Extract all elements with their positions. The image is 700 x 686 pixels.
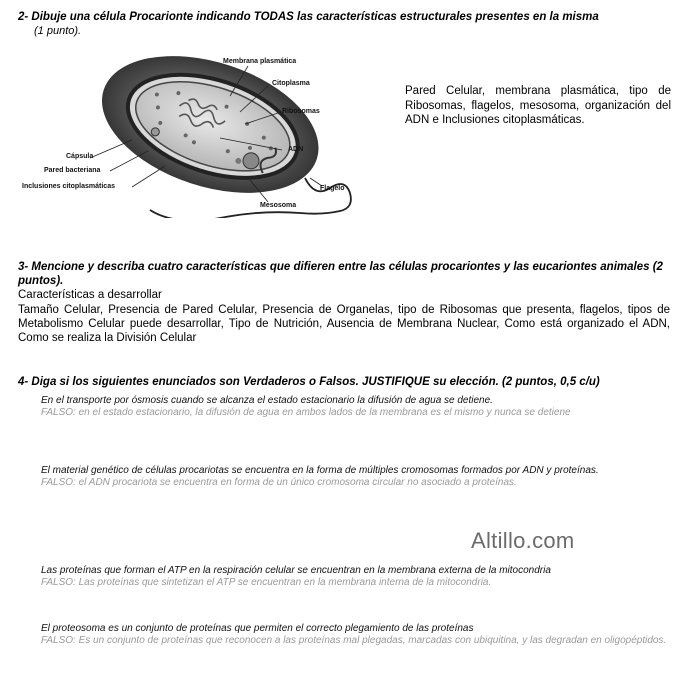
watermark: Altillo.com <box>471 528 575 553</box>
question-2-title: 2- Dibuje una célula Procarionte indicando TODAS las características estructurales presentes en la misma <box>18 11 599 23</box>
question-4-title: 4- Diga si los siguientes enunciados son Verdaderos o Falsos. JUSTIFIQUE su elección. (2 puntos, 0,5 c/u) <box>18 376 600 388</box>
tf-statement: El proteosoma es un conjunto de proteínas que permiten el correcto plegamiento de las proteínas <box>41 623 474 634</box>
question-2-points: (1 punto). <box>34 25 82 37</box>
tf-statement: El material genético de células procariotas se encuentra en la forma de múltiples cromosomas formados por ADN y proteínas. <box>41 465 599 476</box>
label-adn: ADN <box>288 146 304 153</box>
tf-statement: En el transporte por ósmosis cuando se alcanza el estado estacionario la difusión de agua se detiene. <box>41 395 493 406</box>
cell-illustration <box>20 48 370 218</box>
tf-answer: FALSO: en el estado estacionario, la difusión de agua en ambos lados de la membrana es el mismo y nunca se detiene <box>41 407 571 418</box>
label-flagelo: Flagelo <box>320 185 345 192</box>
question-3-subtitle: Características a desarrollar <box>18 289 162 301</box>
label-membrana: Membrana plasmática <box>223 58 297 65</box>
tf-item-2 <box>41 465 673 489</box>
tf-answer: FALSO: el ADN procariota se encuentra en forma de un único cromosoma circular no asociado a proteínas. <box>41 477 517 488</box>
label-pared: Pared bacteriana <box>44 167 101 174</box>
question-2-answer: Pared Celular, membrana plasmática, tipo de Ribosomas, flagelos, mesosoma, organización del ADN e Inclusiones citoplasmáticas. <box>405 85 671 127</box>
prokaryote-cell-diagram <box>20 48 370 218</box>
tf-item-4 <box>41 623 673 647</box>
question-3-answer: Tamaño Celular, Presencia de Pared Celular, Presencia de Organelas, tipo de Ribosomas que presenta, flagelos, tipos de Metabolismo Celular puede desarrollar, Tipo de Nutrición, Ausencia de Membrana Nuclear, Como está organizado el ADN, Como se realiza la División Celular <box>18 304 670 344</box>
label-ribosomas: Ribosomas <box>282 108 320 115</box>
label-citoplasma: Citoplasma <box>272 80 310 87</box>
tf-statement: Las proteínas que forman el ATP en la respiración celular se encuentran en la membrana externa de la mitocondria <box>41 565 551 576</box>
label-capsula: Cápsula <box>66 153 94 160</box>
tf-answer: FALSO: Es un conjunto de proteínas que reconocen a las proteínas mal plegadas, marcadas con ubiquitina, y las degradan en oligopéptidos. <box>41 635 667 646</box>
label-inclusiones: Inclusiones citoplasmáticas <box>22 183 115 190</box>
tf-item-3 <box>41 565 673 589</box>
tf-answer: FALSO: Las proteínas que sintetizan el ATP se encuentran en la membrana interna de la mitocondria. <box>41 577 492 588</box>
question-3-title: 3- Mencione y describa cuatro características que difieren entre las células procariontes y las eucariontes animales (2 puntos). <box>18 261 663 287</box>
tf-item-1 <box>41 395 673 419</box>
label-mesosoma: Mesosoma <box>260 202 297 209</box>
